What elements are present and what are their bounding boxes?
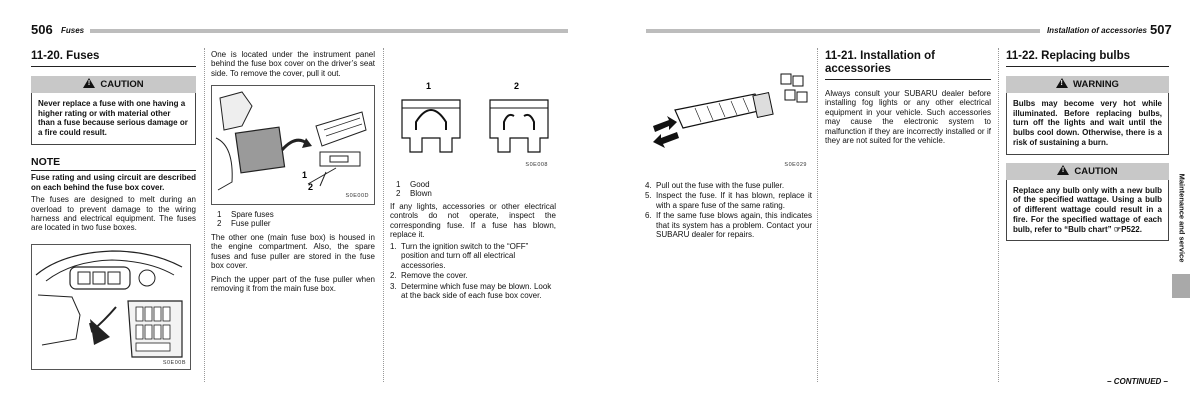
warning-label: WARNING (1073, 78, 1119, 90)
inoperative-accessories-text: If any lights, accessories or other electrical controls do not operate, inspect the corresponding fuse. If a fuse has blown, replace it. (390, 202, 556, 240)
side-tab-marker (1172, 274, 1190, 298)
fuse-puller-legend (211, 210, 375, 229)
step-item: 5. Inspect the fuse. If it has blown, replace it with a spare fuse of the same rating. (645, 191, 812, 210)
warning-header (1006, 76, 1169, 93)
section-heading-fuses: 11-20. Fuses (31, 50, 100, 62)
figure-code: S0E00B (162, 359, 186, 366)
column-2-intro: One is located under the instrument panel behind the fuse box cover on the driver’s seat side. To remove the cover, pull it out. (211, 50, 375, 78)
warning-text: Bulbs may become very hot while illuminated. Before replacing bulbs, turn off the lights and wait until the bulbs cool down. Otherwise, there is a risk of sustaining a burn. (1006, 93, 1169, 155)
callout-2: 2 (308, 182, 314, 192)
section-heading-bulbs: 11-22. Replacing bulbs (1006, 50, 1130, 62)
fuse-condition-figure (390, 78, 556, 174)
fuse-condition-legend (390, 180, 556, 199)
note-heading: NOTE (31, 155, 61, 168)
callout-1: 1 (302, 170, 308, 180)
warning-triangle-icon (1057, 165, 1069, 175)
legend-item: 2 Blown (396, 189, 432, 199)
caution-header (1006, 163, 1169, 180)
fuses-column-1 (31, 50, 196, 233)
right-page-number: 507 (1150, 22, 1172, 37)
step-item: 4. Pull out the fuse with the fuse puller. (645, 181, 785, 190)
bulbs-column (1006, 50, 1169, 241)
note-rule (31, 170, 196, 171)
note-body-text: The fuses are designed to melt during an overload to prevent damage to the wiring harness and electrical equipment. The fuses are located in two fuse boxes. (31, 195, 196, 233)
legend-item: 1 Good (396, 180, 430, 189)
column-divider (383, 48, 384, 382)
figure-code: S0E008 (525, 161, 548, 168)
fuse-steps-list-2 (645, 181, 812, 240)
fuse-box-illustration (32, 245, 190, 369)
caution-box (1006, 163, 1169, 242)
caution-text: Replace any bulb only with a new bulb of the specified wattage. Using a bulb of different wattage could result in a fire. For the specified wattage of each bulb, refer to “Bulb chart” ☞P522. (1006, 180, 1169, 242)
step-item: 1. Turn the ignition switch to the “OFF” position and turn off all electrical accessories. (390, 242, 529, 270)
caution-label: CAUTION (100, 78, 144, 90)
fuse-steps-list-1 (390, 242, 556, 301)
legend-item: 1 Spare fuses (217, 210, 274, 219)
column-divider (817, 48, 818, 382)
spare-fuses-illustration (212, 86, 374, 204)
fuse-puller-usage-figure (645, 66, 811, 172)
heading-rule (1006, 66, 1169, 67)
fuse-box-figure (31, 244, 191, 370)
good-blown-fuse-illustration (390, 78, 556, 174)
step-item: 2. Remove the cover. (390, 271, 468, 281)
main-fuse-box-text: The other one (main fuse box) is housed in the engine compartment. Also, the spare fuses and fuse puller are stored in the fuse box cover. (211, 233, 375, 271)
right-running-title: Installation of accessories (1046, 26, 1147, 35)
left-running-title: Fuses (61, 26, 85, 35)
continued-label: – CONTINUED – (1107, 377, 1168, 386)
heading-rule (31, 66, 196, 67)
legend-item: 2 Fuse puller (217, 219, 271, 229)
caution-box (31, 76, 196, 145)
section-heading-accessories: 11-21. Installation of accessories (825, 50, 935, 75)
heading-rule (825, 79, 991, 80)
fuse-puller-figure (211, 85, 375, 205)
caution-text: Never replace a fuse with one having a higher rating or with material other than a fuse because serious damage or a fire could result. (31, 93, 196, 145)
fuse-label-1: 1 (426, 81, 432, 91)
fuse-label-2: 2 (514, 81, 520, 91)
warning-triangle-icon (1056, 78, 1068, 88)
warning-box (1006, 76, 1169, 155)
column-divider (204, 48, 205, 382)
step-item: 3. Determine which fuse may be blown. Look at the back side of each fuse box cover. (390, 281, 552, 301)
accessories-column (825, 50, 991, 145)
warning-triangle-icon (83, 78, 95, 88)
left-page-number: 506 (31, 22, 53, 37)
pulling-fuse-illustration (645, 66, 811, 172)
pinch-fuse-puller-text: Pinch the upper part of the fuse puller when removing it from the main fuse box. (211, 275, 375, 294)
left-header-bar (90, 29, 568, 33)
side-tab-label: Maintenance and service (1177, 173, 1187, 263)
caution-header (31, 76, 196, 93)
column-divider (998, 48, 999, 382)
step-item: 6. If the same fuse blows again, this indicates that its system has a problem. Contact your SUBARU dealer for repairs. (645, 211, 812, 240)
note-bold-text: Fuse rating and using circuit are described on each behind the fuse box cover. (31, 173, 196, 192)
accessories-text: Always consult your SUBARU dealer before installing fog lights or any other electrical equipment in your vehicle. Such accessories may cause the electronic system to malfunction if they are incorrectly installed or if they are not suited for the vehicle. (825, 88, 991, 145)
caution-label: CAUTION (1074, 165, 1118, 177)
right-header-bar (646, 29, 1040, 33)
figure-code: S0E029 (784, 161, 807, 168)
figure-code: S0E00D (345, 192, 369, 199)
